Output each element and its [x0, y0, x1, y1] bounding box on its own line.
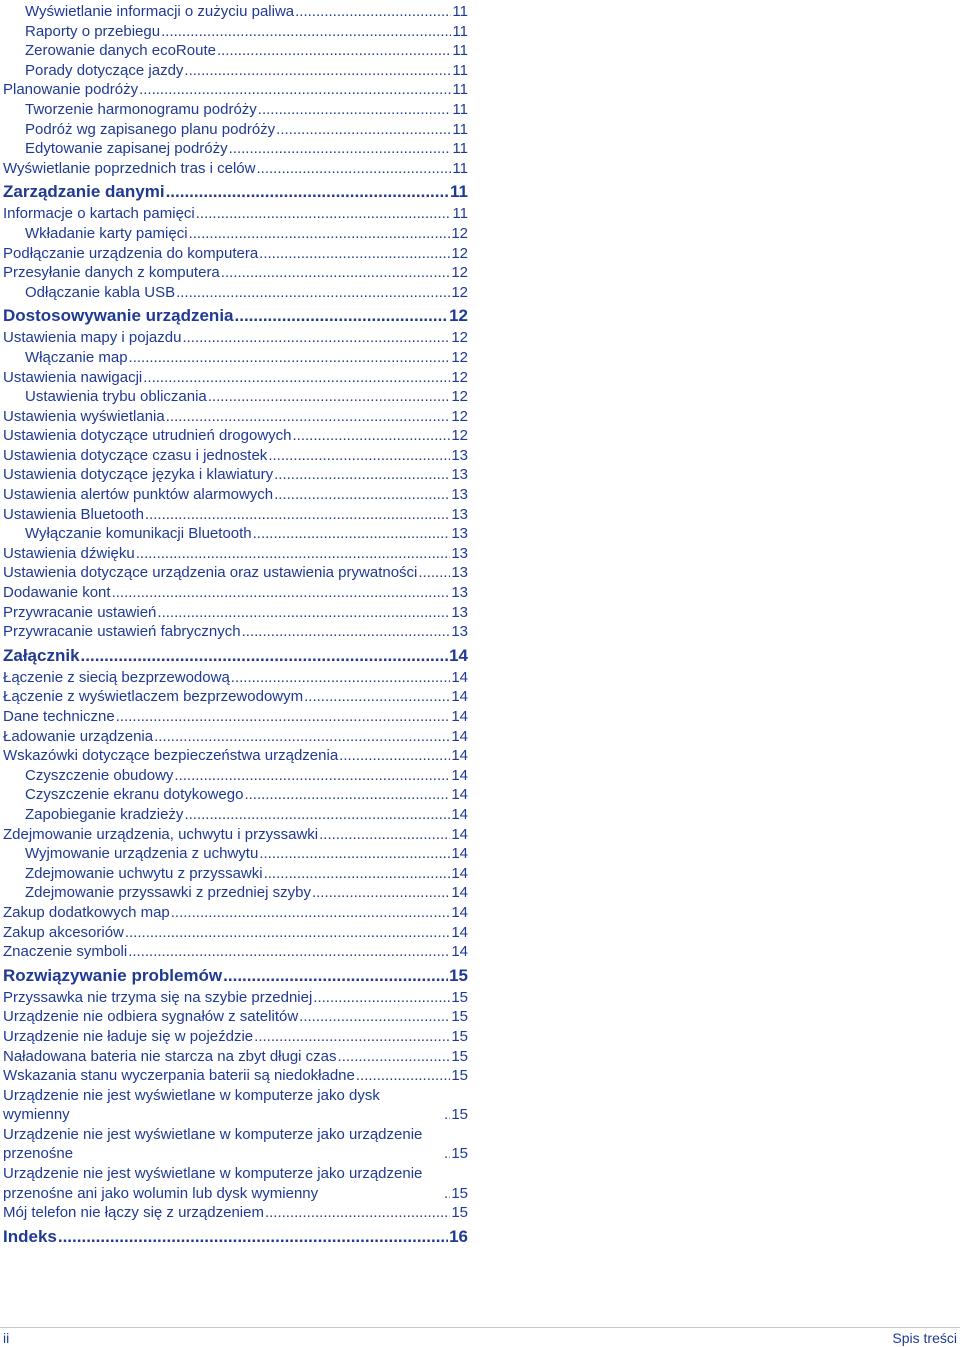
toc-entry[interactable]	[3, 785, 468, 805]
toc-entry[interactable]	[3, 583, 468, 603]
toc-entry-page: 14	[451, 727, 468, 745]
toc-entry-title: Informacje o kartach pamięci	[3, 205, 195, 223]
dot-leader	[196, 204, 452, 224]
toc-entry[interactable]	[3, 603, 468, 623]
table-of-contents	[3, 2, 468, 1249]
toc-entry-page: 14	[451, 884, 468, 902]
toc-entry-page: 14	[451, 668, 468, 686]
toc-entry[interactable]	[3, 224, 468, 244]
toc-entry-page: 13	[451, 584, 468, 602]
toc-entry-page: 12	[451, 368, 468, 386]
toc-entry-title: Porady dotyczące jazdy	[25, 61, 184, 79]
toc-entry-page: 12	[451, 264, 468, 282]
dot-leader	[304, 687, 450, 707]
dot-leader	[112, 583, 451, 603]
toc-entry-page: 11	[452, 140, 468, 158]
toc-entry[interactable]	[3, 22, 468, 42]
dot-leader	[265, 1203, 450, 1223]
toc-entry-title: Przywracanie ustawień	[3, 603, 157, 621]
toc-entry[interactable]	[3, 446, 468, 466]
toc-entry[interactable]	[3, 159, 468, 179]
dot-leader	[274, 465, 450, 485]
toc-entry-title: Planowanie podróży	[3, 81, 139, 99]
toc-entry[interactable]	[3, 1007, 468, 1027]
toc-entry-page: 15	[451, 1106, 468, 1124]
dot-leader	[244, 785, 450, 805]
toc-entry[interactable]	[3, 204, 468, 224]
dot-leader	[253, 524, 451, 544]
dot-leader	[139, 80, 451, 100]
toc-entry[interactable]	[3, 283, 468, 303]
toc-entry-title: Dostosowywanie urządzenia	[3, 306, 234, 326]
toc-entry-page: 14	[451, 688, 468, 706]
toc-entry-page: 11	[452, 42, 468, 60]
toc-entry-title: Odłączanie kabla USB	[25, 283, 176, 301]
dot-leader	[145, 505, 450, 525]
toc-entry[interactable]	[3, 1125, 468, 1164]
toc-entry[interactable]	[3, 505, 468, 525]
toc-entry-title: Wskazania stanu wyczerpania baterii są niedokładne	[3, 1067, 355, 1085]
toc-entry-title: Urządzenie nie odbiera sygnałów z satelitów	[3, 1008, 299, 1026]
dot-leader	[356, 1066, 450, 1086]
dot-leader	[338, 1047, 451, 1067]
dot-leader	[223, 966, 448, 986]
toc-entry[interactable]	[3, 41, 468, 61]
toc-entry-title: Zakup akcesoriów	[3, 923, 124, 941]
toc-entry-page: 15	[451, 1145, 468, 1163]
toc-entry-title: Zapobieganie kradzieży	[25, 805, 184, 823]
toc-entry-page: 12	[451, 224, 468, 242]
toc-chapter-entry[interactable]	[3, 1227, 468, 1247]
toc-entry-title: Dodawanie kont	[3, 584, 111, 602]
toc-entry-title: Dane techniczne	[3, 708, 115, 725]
toc-entry-page: 14	[451, 845, 468, 863]
dot-leader	[258, 100, 452, 120]
toc-entry-title: Łączenie z wyświetlaczem bezprzewodowym	[3, 688, 304, 706]
toc-entry-title: Ustawienia nawigacji	[3, 368, 143, 386]
toc-entry-page: 14	[451, 864, 468, 882]
dot-leader	[129, 348, 451, 368]
toc-entry[interactable]	[3, 707, 468, 727]
toc-entry[interactable]	[3, 61, 468, 81]
toc-entry-page: 12	[449, 306, 468, 326]
toc-entry-page: 13	[451, 544, 468, 562]
toc-entry-title: Przyssawka nie trzyma się na szybie przedniej	[3, 988, 313, 1006]
toc-entry-page: 15	[451, 1008, 468, 1026]
toc-entry-page: 15	[451, 1184, 468, 1202]
dot-leader	[259, 244, 450, 264]
toc-entry[interactable]	[3, 544, 468, 564]
dot-leader	[319, 825, 450, 845]
dot-leader	[182, 328, 450, 348]
toc-entry-page: 11	[452, 120, 468, 138]
dot-leader	[295, 2, 451, 22]
toc-entry-title: Urządzenie nie jest wyświetlane w komputerze jako urządzenie przenośne ani jako wolumin lub dysk wymienny	[3, 1165, 423, 1202]
dot-leader	[229, 139, 452, 159]
toc-entry-title: Zdejmowanie urządzenia, uchwytu i przyssawki	[3, 825, 319, 843]
dot-leader	[116, 707, 451, 727]
toc-entry-title: Ustawienia dotyczące utrudnień drogowych	[3, 427, 292, 445]
toc-entry[interactable]	[3, 1047, 468, 1067]
dot-leader	[136, 544, 451, 564]
toc-entry-page: 14	[451, 923, 468, 941]
toc-entry-page: 16	[449, 1226, 468, 1246]
toc-entry[interactable]	[3, 100, 468, 120]
toc-chapter-entry[interactable]	[3, 646, 468, 666]
toc-entry-title: Czyszczenie obudowy	[25, 766, 174, 784]
toc-entry-title: Raporty o przebiegu	[25, 22, 161, 40]
dot-leader	[176, 283, 450, 303]
toc-entry-title: Ustawienia dotyczące urządzenia oraz ustawienia prywatności	[3, 564, 418, 582]
dot-leader	[81, 646, 449, 666]
dot-leader	[208, 387, 451, 407]
dot-leader	[256, 159, 451, 179]
toc-entry-title: Ustawienia dotyczące czasu i jednostek	[3, 446, 268, 464]
toc-entry[interactable]	[3, 1066, 468, 1086]
dot-leader	[221, 263, 451, 283]
toc-entry-title: Zerowanie danych ecoRoute	[25, 42, 216, 60]
toc-entry-page: 11	[450, 182, 468, 202]
dot-leader	[189, 224, 451, 244]
toc-entry[interactable]	[3, 1203, 468, 1223]
toc-entry[interactable]	[3, 139, 468, 159]
toc-entry-title: Wskazówki dotyczące bezpieczeństwa urządzenia	[3, 747, 339, 765]
toc-entry-title: Wyświetlanie informacji o zużyciu paliwa	[25, 3, 295, 20]
dot-leader	[264, 864, 451, 884]
toc-entry-title: Czyszczenie ekranu dotykowego	[25, 786, 244, 804]
toc-entry-title: Ustawienia alertów punktów alarmowych	[3, 486, 274, 504]
toc-entry-title: Załącznik	[3, 645, 80, 665]
dot-leader	[184, 805, 450, 825]
toc-entry-page: 12	[451, 329, 468, 347]
toc-entry-page: 13	[451, 564, 468, 582]
toc-entry[interactable]	[3, 622, 468, 642]
toc-entry-title: Naładowana bateria nie starcza na zbyt długi czas	[3, 1047, 337, 1065]
toc-entry[interactable]	[3, 844, 468, 864]
toc-entry-title: Indeks	[3, 1226, 57, 1246]
toc-entry-page: 15	[451, 1067, 468, 1085]
toc-entry-title: Ustawienia wyświetlania	[3, 407, 165, 425]
footer-page-number: ii	[3, 1330, 10, 1346]
toc-entry-title: Wyjmowanie urządzenia z uchwytu	[25, 845, 259, 863]
toc-entry[interactable]	[3, 746, 468, 766]
toc-entry[interactable]	[3, 426, 468, 446]
toc-entry-title: Wyświetlanie poprzednich tras i celów	[3, 159, 256, 177]
toc-entry-page: 12	[451, 244, 468, 262]
footer-section-title: Spis treści	[892, 1330, 957, 1346]
toc-entry-title: Łączenie z siecią bezprzewodową	[3, 668, 230, 686]
toc-entry-page: 11	[452, 3, 468, 20]
dot-leader	[259, 844, 450, 864]
dot-leader	[242, 622, 451, 642]
toc-entry-page: 13	[451, 446, 468, 464]
toc-entry-page: 15	[451, 1204, 468, 1222]
toc-entry-title: Wkładanie karty pamięci	[25, 224, 188, 242]
toc-entry-page: 11	[452, 205, 468, 223]
toc-entry[interactable]	[3, 1086, 468, 1125]
dot-leader	[174, 766, 450, 786]
dot-leader	[154, 727, 450, 747]
toc-entry[interactable]	[3, 864, 468, 884]
toc-entry-title: Ustawienia Bluetooth	[3, 505, 144, 523]
toc-entry[interactable]	[3, 368, 468, 388]
toc-entry[interactable]	[3, 923, 468, 943]
toc-entry-page: 12	[451, 348, 468, 366]
dot-leader	[58, 1227, 448, 1247]
dot-leader	[276, 120, 451, 140]
toc-entry-page: 15	[451, 988, 468, 1006]
toc-entry[interactable]	[3, 524, 468, 544]
toc-entry-title: Mój telefon nie łączy się z urządzeniem	[3, 1204, 264, 1222]
toc-entry-page: 11	[452, 81, 468, 99]
toc-entry-title: Przywracanie ustawień fabrycznych	[3, 623, 241, 641]
toc-entry-page: 12	[451, 427, 468, 445]
dot-leader	[166, 407, 451, 427]
toc-entry[interactable]	[3, 883, 468, 903]
dot-leader	[161, 22, 451, 42]
toc-entry[interactable]	[3, 988, 468, 1008]
toc-entry-page: 14	[451, 766, 468, 784]
toc-chapter-entry[interactable]	[3, 182, 468, 202]
dot-leader	[312, 883, 450, 903]
dot-leader	[274, 485, 450, 505]
toc-entry-title: Zarządzanie danymi	[3, 182, 165, 202]
toc-entry-page: 13	[451, 466, 468, 484]
toc-entry-page: 14	[451, 747, 468, 765]
toc-entry[interactable]	[3, 668, 468, 688]
dot-leader	[166, 182, 449, 202]
toc-entry[interactable]	[3, 687, 468, 707]
toc-entry-page: 11	[452, 100, 468, 118]
dot-leader	[444, 1144, 450, 1164]
toc-entry-title: Ustawienia trybu obliczania	[25, 388, 207, 406]
dot-leader	[157, 603, 450, 623]
toc-entry-title: Znaczenie symboli	[3, 943, 128, 961]
footer-divider	[0, 1327, 960, 1328]
toc-entry[interactable]	[3, 485, 468, 505]
toc-entry-title: Ustawienia mapy i pojazdu	[3, 329, 182, 347]
toc-entry[interactable]	[3, 348, 468, 368]
toc-entry[interactable]	[3, 2, 468, 22]
dot-leader	[231, 668, 451, 688]
toc-entry-page: 15	[449, 965, 468, 985]
toc-entry[interactable]	[3, 1027, 468, 1047]
dot-leader	[254, 1027, 450, 1047]
toc-entry-title: Ustawienia dźwięku	[3, 544, 135, 562]
dot-leader	[444, 1184, 450, 1204]
toc-entry-page: 15	[451, 1027, 468, 1045]
toc-entry-page: 14	[451, 903, 468, 921]
toc-entry[interactable]	[3, 120, 468, 140]
toc-entry-title: Wyłączanie komunikacji Bluetooth	[25, 525, 252, 543]
toc-entry[interactable]	[3, 563, 468, 583]
toc-entry-page: 14	[451, 825, 468, 843]
toc-entry-page: 12	[451, 407, 468, 425]
dot-leader	[143, 368, 450, 388]
toc-entry[interactable]	[3, 805, 468, 825]
toc-entry[interactable]	[3, 465, 468, 485]
toc-entry-page: 11	[452, 22, 468, 40]
dot-leader	[444, 1105, 450, 1125]
toc-entry[interactable]	[3, 903, 468, 923]
toc-entry-title: Włączanie map	[25, 348, 128, 366]
toc-entry[interactable]	[3, 1164, 468, 1203]
toc-entry-title: Ładowanie urządzenia	[3, 727, 154, 745]
toc-entry-title: Podłączanie urządzenia do komputera	[3, 244, 259, 262]
toc-entry-page: 12	[451, 388, 468, 406]
toc-chapter-entry[interactable]	[3, 966, 468, 986]
dot-leader	[171, 903, 451, 923]
toc-entry[interactable]	[3, 263, 468, 283]
toc-entry-page: 14	[451, 943, 468, 961]
toc-entry-page: 14	[451, 805, 468, 823]
toc-entry[interactable]	[3, 727, 468, 747]
toc-entry-title: Rozwiązywanie problemów	[3, 965, 223, 985]
toc-entry-title: Urządzenie nie jest wyświetlane w komputerze jako dysk wymienny	[3, 1086, 380, 1124]
toc-entry-page: 15	[451, 1047, 468, 1065]
toc-entry[interactable]	[3, 407, 468, 427]
toc-entry-page: 13	[451, 623, 468, 641]
dot-leader	[313, 988, 450, 1008]
toc-entry[interactable]	[3, 387, 468, 407]
toc-entry-page: 14	[449, 645, 468, 665]
toc-entry-title: Edytowanie zapisanej podróży	[25, 140, 228, 158]
toc-entry-title: Urządzenie nie ładuje się w pojeździe	[3, 1027, 254, 1045]
toc-entry[interactable]	[3, 80, 468, 100]
toc-entry[interactable]	[3, 766, 468, 786]
toc-entry-page: 14	[451, 786, 468, 804]
dot-leader	[128, 942, 450, 962]
toc-entry-page: 12	[451, 283, 468, 301]
toc-entry-title: Zdejmowanie przyssawki z przedniej szyby	[25, 884, 311, 902]
toc-entry-title: Podróż wg zapisanego planu podróży	[25, 120, 276, 138]
toc-entry-title: Zakup dodatkowych map	[3, 903, 170, 921]
toc-entry-page: 13	[451, 486, 468, 504]
dot-leader	[268, 446, 450, 466]
toc-chapter-entry[interactable]	[3, 306, 468, 326]
toc-entry[interactable]	[3, 825, 468, 845]
toc-entry-page: 13	[451, 603, 468, 621]
dot-leader	[184, 61, 451, 81]
dot-leader	[125, 923, 450, 943]
toc-entry[interactable]	[3, 328, 468, 348]
dot-leader	[293, 426, 451, 446]
toc-entry-title: Przesyłanie danych z komputera	[3, 264, 220, 282]
toc-entry-page: 11	[452, 61, 468, 79]
toc-entry-page: 13	[451, 505, 468, 523]
toc-entry-title: Ustawienia dotyczące języka i klawiatury	[3, 466, 274, 484]
toc-entry[interactable]	[3, 244, 468, 264]
dot-leader	[339, 746, 450, 766]
toc-entry-page: 13	[451, 525, 468, 543]
dot-leader	[217, 41, 451, 61]
toc-entry-title: Tworzenie harmonogramu podróży	[25, 100, 257, 118]
dot-leader	[299, 1007, 450, 1027]
toc-entry[interactable]	[3, 942, 468, 962]
dot-leader	[418, 563, 450, 583]
toc-entry-title: Zdejmowanie uchwytu z przyssawki	[25, 864, 263, 882]
dot-leader	[235, 306, 449, 326]
toc-entry-page: 11	[452, 159, 468, 177]
toc-entry-title: Urządzenie nie jest wyświetlane w komputerze jako urządzenie przenośne	[3, 1125, 423, 1163]
toc-entry-page: 14	[451, 708, 468, 725]
